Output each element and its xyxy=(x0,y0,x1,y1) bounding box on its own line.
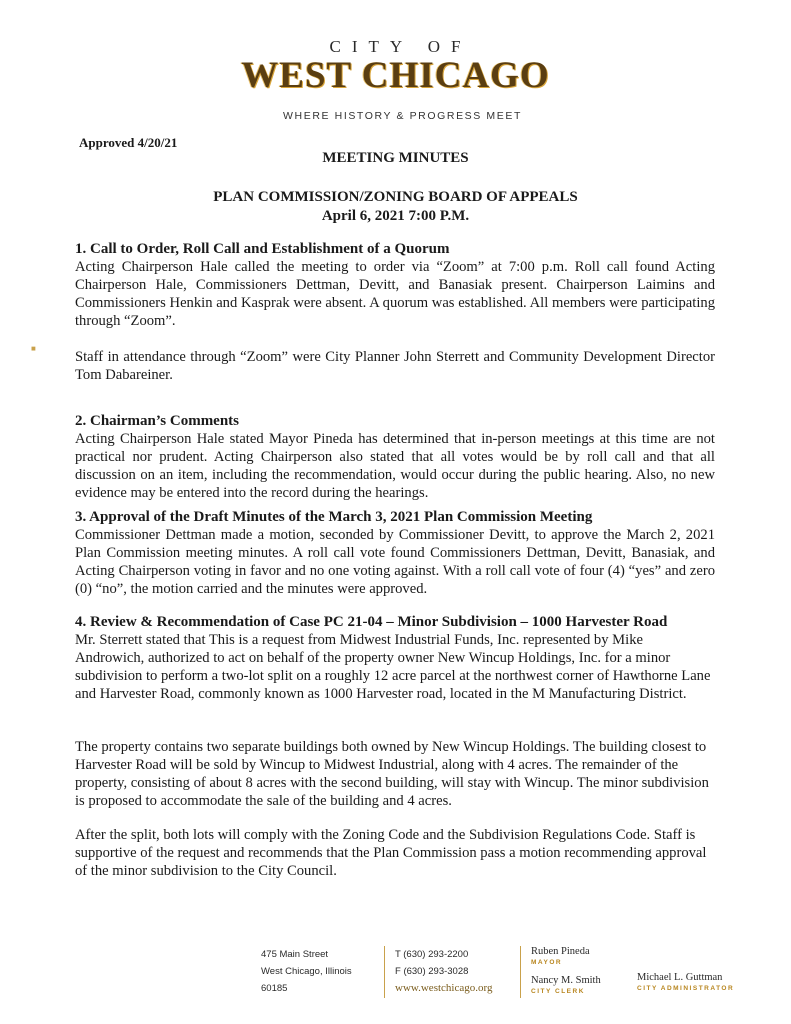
section-paragraph: Mr. Sterrett stated that This is a request from Midwest Industrial Funds, Inc. represented by Mike Androwich, authorized to act on behalf of the property owner New Wincup Holdings, Inc. for a minor subdivision to perform a two-lot split on a roughly 12 acre parcel at the northwest corner of Hawthorne Lane and Harvester Road, commonly known as 1000 Harvester road, located in the M Manufacturing District. xyxy=(75,632,711,702)
meeting-date: April 6, 2021 7:00 P.M. xyxy=(321,208,470,224)
board-name: PLAN COMMISSION/ZONING BOARD OF APPEALS xyxy=(213,189,578,205)
section-approval-minutes xyxy=(75,508,715,598)
city-name-logo: WEST CHICAGO xyxy=(241,55,550,96)
footer-officials xyxy=(520,946,601,998)
clerk-role: CITY CLERK xyxy=(531,988,585,995)
section-call-to-order-staff xyxy=(75,348,715,384)
section-paragraph: The property contains two separate buildings both owned by New Wincup Holdings. The building closest to Harvester Road will be sold by Wincup to Midwest Industrial, along with 4 acres. The remainder of the property, consisting of about 8 acres with the second building, will stay with Wincup. The minor subdivision is proposed to accommodate the sale of the building and 4 acres. xyxy=(75,739,709,809)
section-call-to-order xyxy=(75,240,715,330)
document-title: MEETING MINUTES xyxy=(322,150,469,166)
city-of-text: CITY OF xyxy=(329,37,472,56)
document-subtitle xyxy=(0,188,791,226)
section-paragraph: Commissioner Dettman made a motion, seconded by Commissioner Devitt, to approve the March 2, 2021 Plan Commission meeting minutes. A roll call vote found Commissioners Dettman, Devitt, Banasiak, and Acting Chairperson voting in favor and no one voting against. With a roll call vote of four (4) “yes” and zero (0) “no”, the motion carried and the minutes were approved. xyxy=(75,527,715,597)
address-line: 60185 xyxy=(261,983,288,994)
clerk-name: Nancy M. Smith xyxy=(531,975,601,986)
section-paragraph: After the split, both lots will comply with the Zoning Code and the Subdivision Regulations Code. Staff is supportive of the request and recommends that the Plan Commission pass a motion recommending approval of the minor subdivision to the City Council. xyxy=(75,827,707,879)
mayor-role: MAYOR xyxy=(531,959,563,966)
section-paragraph: Staff in attendance through “Zoom” were City Planner John Sterrett and Community Development Director Tom Dabareiner. xyxy=(75,349,715,383)
section-heading: 3. Approval of the Draft Minutes of the March 3, 2021 Plan Commission Meeting xyxy=(75,509,593,525)
mayor-name: Ruben Pineda xyxy=(531,946,590,957)
letterhead xyxy=(0,38,791,122)
section-paragraph: Acting Chairperson Hale stated Mayor Pineda has determined that in-person meetings at this time are not practical nor prudent. Acting Chairperson also stated that all votes would be by roll call and that all discussion on an item, including the recommendation, would occur during the public hearing. Also, no new evidence may be entered into the record during the hearings. xyxy=(75,431,715,501)
fax-number: F (630) 293-3028 xyxy=(395,966,469,977)
section-case-review-recommendation xyxy=(75,826,715,880)
address-line: 475 Main Street xyxy=(261,949,329,960)
footer-contact xyxy=(384,946,492,998)
website-link[interactable]: www.westchicago.org xyxy=(395,982,493,994)
section-heading: 1. Call to Order, Roll Call and Establishment of a Quorum xyxy=(75,241,450,257)
section-case-review xyxy=(75,613,715,703)
admin-role: CITY ADMINISTRATOR xyxy=(637,985,735,992)
margin-mark: ■ xyxy=(31,344,36,353)
section-heading: 2. Chairman’s Comments xyxy=(75,413,240,429)
section-heading: 4. Review & Recommendation of Case PC 21-04 – Minor Subdivision – 1000 Harvester Road xyxy=(75,614,668,630)
tagline: WHERE HISTORY & PROGRESS MEET xyxy=(283,110,522,122)
footer-address xyxy=(261,946,352,997)
section-case-review-property xyxy=(75,738,715,810)
section-paragraph: Acting Chairperson Hale called the meeting to order via “Zoom” at 7:00 p.m. Roll call found Acting Chairperson Hale, Commissioners Dettman, Devitt, and Banasiak present. Chairperson Laimins and Commissioners Henkin and Kasprak were absent. A quorum was established. All members were participating through “Zoom”. xyxy=(75,259,715,329)
footer-administrator xyxy=(637,972,734,993)
approved-date: Approved 4/20/21 xyxy=(79,135,178,150)
admin-name: Michael L. Guttman xyxy=(637,972,723,983)
phone-number: T (630) 293-2200 xyxy=(395,949,469,960)
section-chairman-comments xyxy=(75,412,715,502)
address-line: West Chicago, Illinois xyxy=(261,966,352,977)
